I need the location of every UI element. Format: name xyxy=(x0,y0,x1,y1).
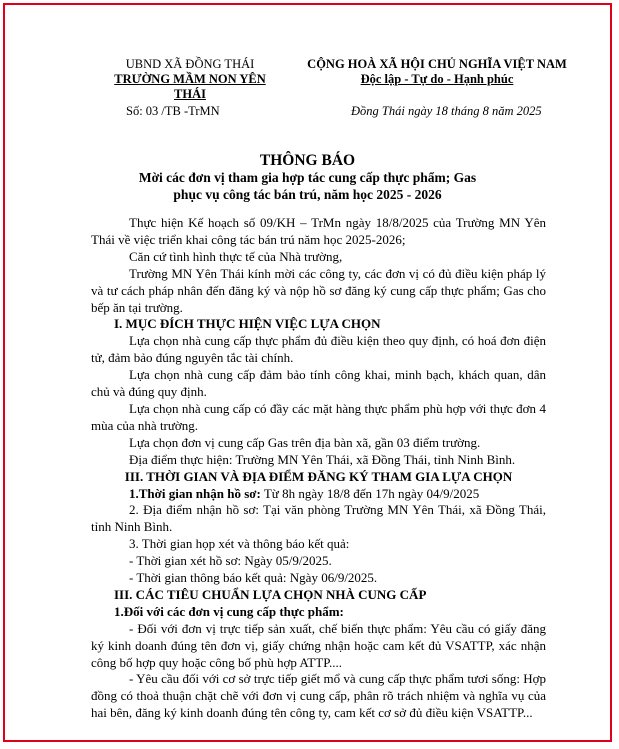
org-line-2: TRƯỜNG MẦM NON YÊN THÁI xyxy=(114,72,266,101)
section-heading-time-place: III. THỜI GIAN VÀ ĐỊA ĐIỂM ĐĂNG KÝ THAM GIA LỰA CHỌN xyxy=(124,468,513,484)
org-line-1: UBND XÃ ĐỒNG THÁI xyxy=(125,57,255,71)
paragraph-purpose-4: Lựa chọn đơn vị cung cấp Gas trên địa bàn xã, gần 03 điểm trường. xyxy=(129,434,481,450)
paragraph-invitation: Trường MN Yên Thái kính mời các công ty, các đơn vị có đủ điều kiện pháp lý và tư cách pháp nhân đến đăng ký và nộp hồ sơ đăng ký cung cấp thực phẩm; Gas cho bếp ăn tại trường. xyxy=(91,265,546,315)
document-number: Số: 03 /TB -TrMN xyxy=(126,104,220,118)
country-name: CỘNG HOÀ XÃ HỘI CHỦ NGHĨA VIỆT NAM xyxy=(307,57,567,71)
receive-time-value: Từ 8h ngày 18/8 đến 17h ngày 04/9/2025 xyxy=(260,485,480,501)
paragraph-location: Địa điểm thực hiện: Trường MN Yên Thái, xã Đồng Thái, tỉnh Ninh Bình. xyxy=(129,451,516,467)
paragraph-criteria-producers: - Đối với đơn vị trực tiếp sản xuất, chế biến thực phẩm: Yêu cầu có giấy đăng ký kinh doanh đúng tên đơn vị, giấy chứng nhận hoặc cam kết đủ VSATTP, xác nhận công bố hợp quy hoặc công bố phù hợp ATTP.... xyxy=(91,620,546,670)
paragraph-purpose-1: Lựa chọn nhà cung cấp thực phẩm đủ điều kiện theo quy định, có hoá đơn điện tử, đảm bảo đúng nguyên tắc tài chính. xyxy=(91,333,546,366)
issuing-organization xyxy=(105,57,275,102)
paragraph-basis-plan: Thực hiện Kế hoạch số 09/KH – TrMn ngày 18/8/2025 của Trường MN Yên Thái về việc triển khai công tác bán trú năm học 2025-2026; xyxy=(91,215,546,247)
paragraph-receive-place: 2. Địa điểm nhận hồ sơ: Tại văn phòng Trường MN Yên Thái, xã Đồng Thái, tỉnh Ninh Bình. xyxy=(91,502,546,535)
subtitle-line-2: phục vụ công tác bán trú, năm học 2025 - 2026 xyxy=(173,187,442,202)
document-date: Đồng Thái ngày 18 tháng 8 năm 2025 xyxy=(351,104,542,118)
paragraph-review-schedule: 3. Thời gian họp xét và thông báo kết quả: xyxy=(129,536,350,552)
subsection-heading-food-suppliers: 1.Đối với các đơn vị cung cấp thực phẩm: xyxy=(114,603,344,619)
section-heading-criteria: III. CÁC TIÊU CHUẨN LỰA CHỌN NHÀ CUNG CẤP xyxy=(114,586,427,602)
paragraph-purpose-3: Lựa chọn nhà cung cấp có đầy các mặt hàng thực phẩm phù hợp với thực đơn 4 mùa của nhà trường. xyxy=(91,400,546,433)
paragraph-review-date: - Thời gian xét hồ sơ: Ngày 05/9/2025. xyxy=(129,553,332,569)
document-body xyxy=(91,215,546,722)
subtitle-line-1: Mời các đơn vị tham gia hợp tác cung cấp thực phẩm; Gas xyxy=(138,170,477,185)
paragraph-result-date: - Thời gian thông báo kết quả: Ngày 06/9/2025. xyxy=(129,570,378,586)
document-subtitle xyxy=(95,169,520,203)
section-heading-purpose: I. MỤC ĐÍCH THỰC HIỆN VIỆC LỰA CHỌN xyxy=(114,316,381,332)
paragraph-basis-situation: Căn cứ tình hình thực tế của Nhà trường, xyxy=(129,248,343,264)
country-motto: Độc lập - Tự do - Hạnh phúc xyxy=(360,72,514,86)
paragraph-purpose-2: Lựa chọn nhà cung cấp đảm bảo tính công khai, minh bạch, khách quan, dân chủ và đúng quy định. xyxy=(91,367,546,400)
paragraph-criteria-fresh-food: - Yêu cầu đối với cơ sở trực tiếp giết mổ và cung cấp thực phẩm tươi sống: Hợp đồng có thoả thuận chặt chẽ với đơn vị cung cấp, phân rõ trách nhiệm và nghĩa vụ của hai bên, đăng ký kinh doanh đúng tên công ty, cam kết cơ sở đủ điều kiện VSATTP... xyxy=(91,671,546,721)
national-header xyxy=(291,57,583,87)
document-title: THÔNG BÁO xyxy=(259,152,356,169)
receive-time-label: 1.Thời gian nhận hồ sơ: xyxy=(129,485,261,501)
paragraph-receive-time xyxy=(91,486,546,503)
document-page xyxy=(3,3,612,742)
